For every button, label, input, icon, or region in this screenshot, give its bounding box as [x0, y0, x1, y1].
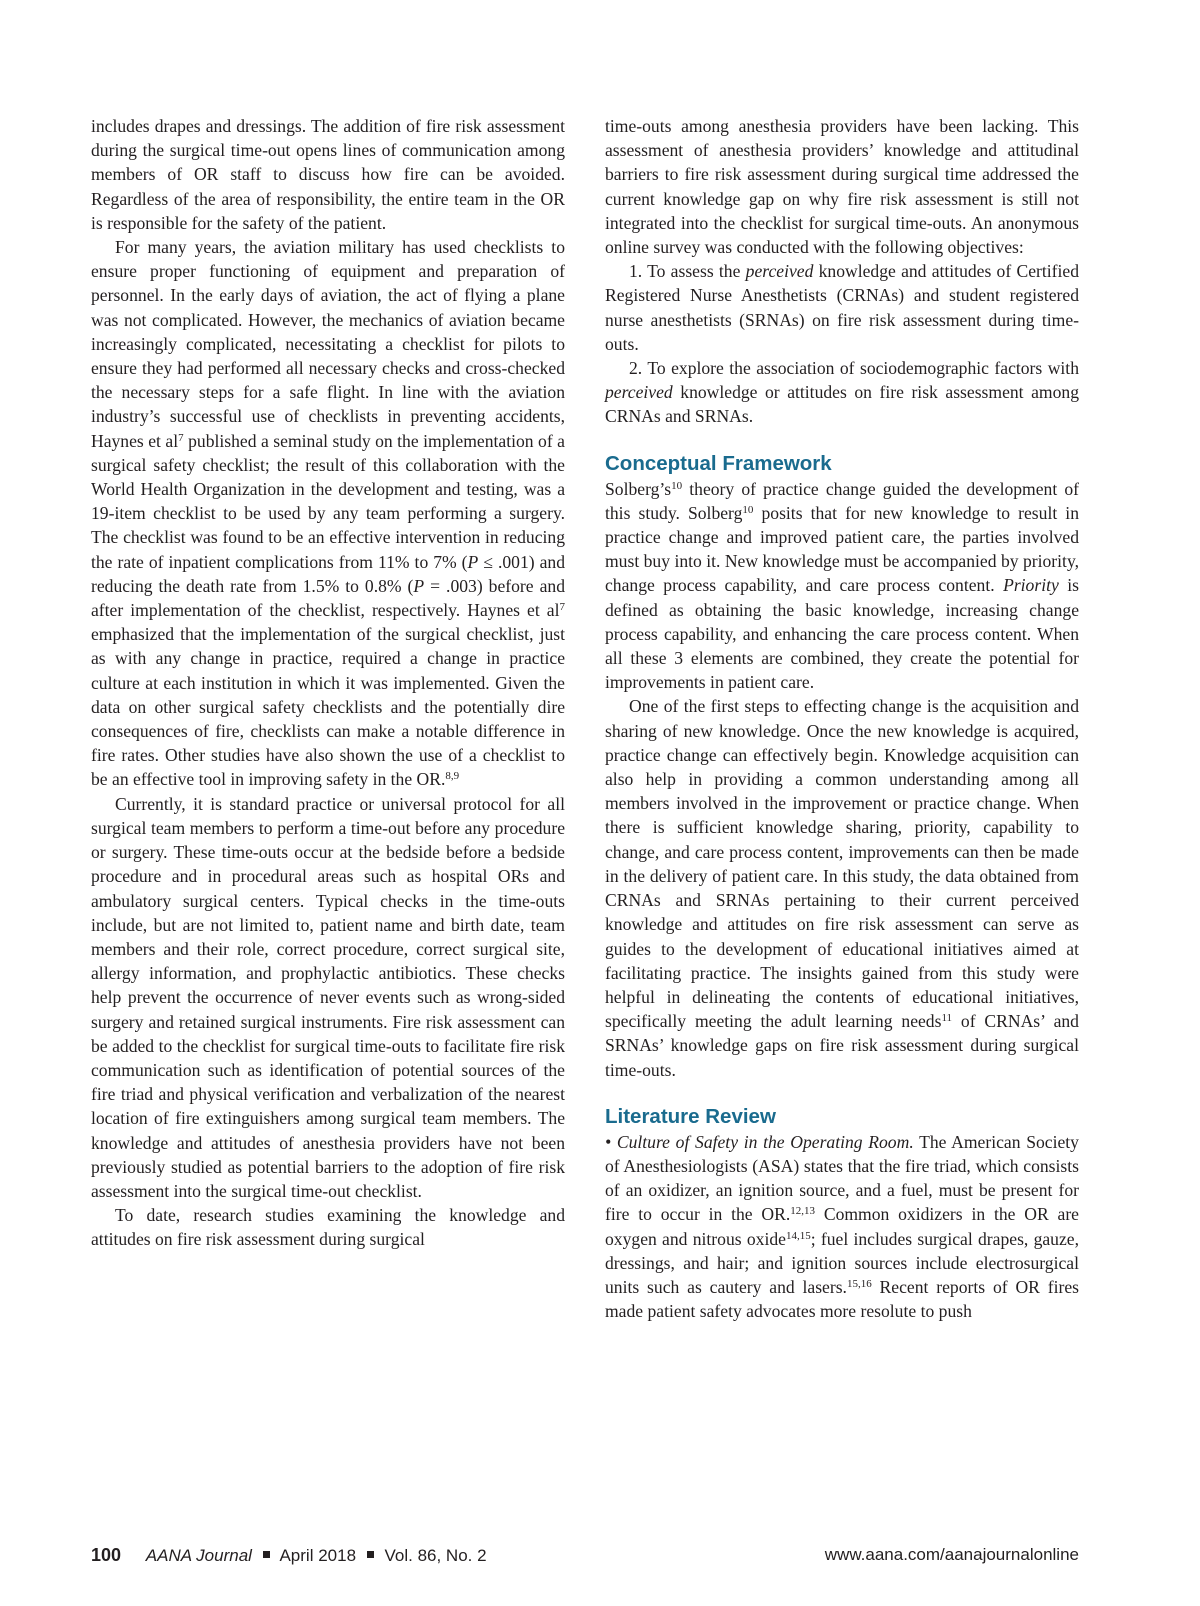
- paragraph: time-outs among anesthesia providers have been lacking. This assessment of anesthesia providers’ knowledge and attitudinal barriers to fire risk assessment during surgical time addressed the current knowledge gap on why fire risk assessment is still not integrated into the checklist for surgical time-outs. An anonymous online survey was conducted with the following objectives:: [605, 116, 1079, 258]
- citation: 15,16: [846, 1277, 872, 1290]
- paragraph: includes drapes and dressings. The addition of fire risk assessment during the surgical time-out opens lines of communication among members of OR staff to discuss how fire can be avoided. Regardless of the area of responsibility, the entire team in the OR is responsible for the safety of the patient.: [91, 116, 565, 233]
- citation: 10: [671, 479, 683, 492]
- page-number: 100: [91, 1545, 122, 1565]
- separator-square-icon: [263, 1551, 270, 1558]
- citation: 8,9: [445, 770, 460, 783]
- paragraph: For many years, the aviation military has used checklists to ensure proper functioning of equipment and preparation of personnel. In the early days of aviation, the act of flying a plane was not complicated. However, the mechanics of aviation became increasingly complicated, necessitating a checklist for pilots to ensure they had performed all necessary checks and cross-checked the necessary steps for a safe flight. In line with the aviation industry’s successful use of checklists in preventing accidents, Haynes et $al^7$ published a seminal study on the implementation of a surgical safety checklist; the result of this collaboration with the World Health Organization in the development and testing, was a 19-item checklist to be used by any team performing a surgery. The checklist was found to be an effective intervention in reducing the rate of inpatient complications from 11% to 7% (P ≤ .001) and reducing the death rate from 1.5% to 0.8% (P = .003) before and after implementation of the checklist, respectively. Haynes et $al^7$ emphasized that the implementation of the surgical checklist, just as with any change in practice, required a change in practice culture at each institution in which it was implemented. Given the data on other surgical safety checklists and the potentially dire consequences of fire, checklists can make a notable difference in fire rates. Other studies have also shown the use of a checklist to be an effective tool in improving safety in the OR.$^{8,9}$: [91, 237, 565, 790]
- objective-item: 1. To assess the perceived knowledge and attitudes of Certified Registered Nurse Anesthetists (CRNAs) and student registered nurse anesthetists (SRNAs) on fire risk assessment during time-outs.: [605, 261, 1079, 354]
- paragraph: $Solberg’s^{10}$ theory of practice change guided the development of this study. Solberg$^{10}$ posits that for new knowledge to result in practice change and improved patient care, the parties involved must buy into it. New knowledge must be accompanied by priority, change process capability, and care process content. Priority is defined as obtaining the basic knowledge, increasing change process capability, and enhancing the care process content. When all these 3 elements are combined, they create the potential for improvements in patient care.: [605, 478, 1079, 693]
- journal-url[interactable]: www.aana.com/aanajournalonline: [824, 1545, 1079, 1564]
- paragraph: To date, research studies examining the knowledge and attitudes on fire risk assessment during surgical: [91, 1205, 565, 1250]
- objective-item: 2. To explore the association of sociodemographic factors with perceived knowledge or attitudes on fire risk assessment among CRNAs and SRNAs.: [605, 358, 1079, 427]
- citation: 14,15: [785, 1229, 811, 1242]
- volume-issue: Vol. 86, No. 2: [384, 1546, 487, 1565]
- paragraph: One of the first steps to effecting change is the acquisition and sharing of new knowledge. Once the new knowledge is acquired, practice change can effectively begin. Knowledge acquisition can also help in providing a common understanding among all members involved in the improvement or practice change. When there is sufficient knowledge sharing, priority, capability to change, and care process content, improvements can then be made in the delivery of patient care. In this study, the data obtained from CRNAs and SRNAs pertaining to their current perceived knowledge and attitudes on fire risk assessment can serve as guides to the development of educational initiatives aimed at facilitating practice. The insights gained from this study were helpful in delineating the contents of educational initiatives, specifically meeting the adult learning needs$^{11}$ of CRNAs’ and SRNAs’ knowledge gaps on fire risk assessment during surgical time-outs.: [605, 696, 1079, 1080]
- separator-square-icon: [367, 1551, 374, 1558]
- citation: 11: [941, 1012, 953, 1025]
- issue-date: April 2018: [279, 1546, 357, 1565]
- section-heading: Literature Review: [605, 1104, 776, 1128]
- journal-name: AANA Journal: [145, 1546, 252, 1565]
- paragraph: • Culture of Safety in the Operating Room. The American Society of Anesthesiologists (ASA) states that the fire triad, which consists of an oxidizer, an ignition source, and a fuel, must be present for fire to occur in the OR.$^{12,13}$ Common oxidizers in the OR are oxygen and nitrous oxide$^{14,15}$; fuel includes surgical drapes, gauze, dressings, and hair; and ignition sources include electrosurgical units such as cautery and lasers.$^{15,16}$ Recent reports of OR fires made patient safety advocates more resolute to push: [605, 1131, 1079, 1322]
- citation: 7: [559, 601, 565, 614]
- page-footer: [91, 1545, 1079, 1571]
- paragraph: Currently, it is standard practice or universal protocol for all surgical team members to perform a time-out before any procedure or surgery. These time-outs occur at the bedside before a bedside procedure and in procedural areas such as hospital ORs and ambulatory surgical centers. Typical checks in the time-outs include, but are not limited to, patient name and birth date, team members and their role, correct procedure, correct surgical site, allergy information, and prophylactic antibiotics. These checks help prevent the occurrence of never events such as wrong-sided surgery and retained surgical instruments. Fire risk assessment can be added to the checklist for surgical time-outs to facilitate fire risk communication such as identification of potential sources of the fire triad and physical verification and verbalization of the nearest location of fire extinguishers among surgical team members. The knowledge and attitudes of anesthesia providers have not been previously studied as potential barriers to the adoption of fire risk assessment into the surgical time-out checklist.: [91, 793, 565, 1201]
- citation: 12,13: [790, 1205, 816, 1218]
- citation: 7: [178, 431, 184, 444]
- section-heading: Conceptual Framework: [605, 451, 832, 475]
- citation: 10: [742, 503, 754, 516]
- left-column: [91, 114, 565, 1252]
- right-column: [605, 114, 1079, 1323]
